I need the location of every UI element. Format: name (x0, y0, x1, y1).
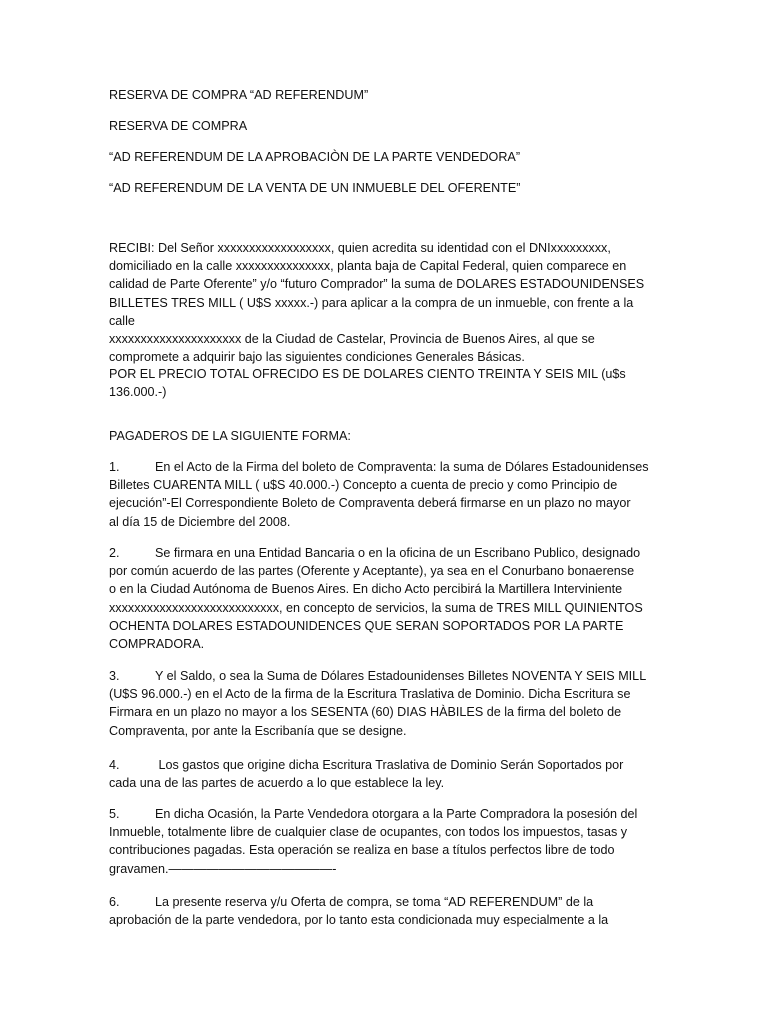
list-item-number: 6. (109, 895, 120, 909)
list-item (109, 458, 657, 531)
list-item (109, 544, 657, 653)
list-item-number: 2. (109, 546, 120, 560)
list-item-text: Se firmara en una Entidad Bancaria o en la oficina de un Escribano Publico, designado por común acuerdo de las partes (Oferente y Aceptante), ya sea en el Conurbano bonaerense o en la Ciudad Autónoma de Buenos Aires. En dicho Acto percibirá la Martillera Interviniente xxxxxxxxxxxxxxxxxxxxxxxxxxx, en concepto de servicios, la suma de TRES MILL QUINIENTOS OCHENTA DOLARES ESTADOUNIDENCES QUE SERAN SOPORTADOS POR LA PARTE COMPRADORA. (109, 546, 643, 652)
list-item-text: En dicha Ocasión, la Parte Vendedora otorgara a la Parte Compradora la posesión del Inmueble, totalmente libre de cualquier clase de ocupantes, con todos los impuestos, tasas y contribuciones pagadas. Esta operación se realiza en base a títulos perfectos libre de todo gravamen.—————————————- (109, 807, 638, 876)
list-item-text: En el Acto de la Firma del boleto de Compraventa: la suma de Dólares Estadounidenses Billetes CUARENTA MILL ( u$S 40.000.-) Concepto a cuenta de precio y como Principio de ejecución”-El Correspondiente Boleto de Compraventa deberá firmarse en un plazo no mayor al día 15 de Diciembre del 2008. (109, 460, 649, 529)
list-item-number: 5. (109, 807, 120, 821)
recibi-paragraph: RECIBI: Del Señor xxxxxxxxxxxxxxxxxx, quien acredita su identidad con el DNIxxxxxxxxx, domiciliado en la calle xxxxxxxxxxxxxxx, planta baja de Capital Federal, quien comparece en calidad de Parte Oferente” y/o “futuro Comprador” la suma de DOLARES ESTADOUNIDENSES BILLETES TRES MILL ( U$S xxxxx.-) para aplicar a la compra de un inmueble, con frente a la calle xxxxxxxxxxxxxxxxxxxxx de la Ciudad de Castelar, Provincia de Buenos Aires, al que se compromete a adquirir bajo las siguientes condiciones Generales Básicas. (109, 241, 645, 365)
list-item-text: La presente reserva y/u Oferta de compra, se toma “AD REFERENDUM” de la aprobación de la parte vendedora, por lo tanto esta condicionada muy especialmente a la (109, 895, 609, 928)
list-item-text: Los gastos que origine dicha Escritura Traslativa de Dominio Serán Soportados por cada una de las partes de acuerdo a lo que establece la ley. (109, 758, 624, 791)
condition-heading-approval: “AD REFERENDUM DE LA APROBACIÒN DE LA PARTE VENDEDORA” (109, 150, 521, 164)
condition-heading-sale: “AD REFERENDUM DE LA VENTA DE UN INMUEBLE DEL OFERENTE” (109, 181, 521, 195)
list-item (109, 756, 657, 792)
title-heading: RESERVA DE COMPRA “AD REFERENDUM” (109, 88, 369, 102)
list-item (109, 667, 657, 740)
total-price-paragraph: POR EL PRECIO TOTAL OFRECIDO ES DE DOLARES CIENTO TREINTA Y SEIS MIL (u$s 136.000.-) (109, 367, 626, 400)
subtitle-heading: RESERVA DE COMPRA (109, 119, 248, 133)
list-item-text: Y el Saldo, o sea la Suma de Dólares Estadounidenses Billetes NOVENTA Y SEIS MILL (U$S 96.000.-) en el Acto de la firma de la Escritura Traslativa de Dominio. Dicha Escritura se Firmara en un plazo no mayor a los SESENTA (60) DIAS HÀBILES de la firma del boleto de Compraventa, por ante la Escribanía que se designe. (109, 669, 647, 738)
payment-terms-heading: PAGADEROS DE LA SIGUIENTE FORMA: (109, 429, 351, 443)
list-item-number: 4. (109, 758, 120, 772)
list-item (109, 805, 657, 878)
list-item-number: 1. (109, 460, 120, 474)
list-item (109, 893, 657, 929)
list-item-number: 3. (109, 669, 120, 683)
